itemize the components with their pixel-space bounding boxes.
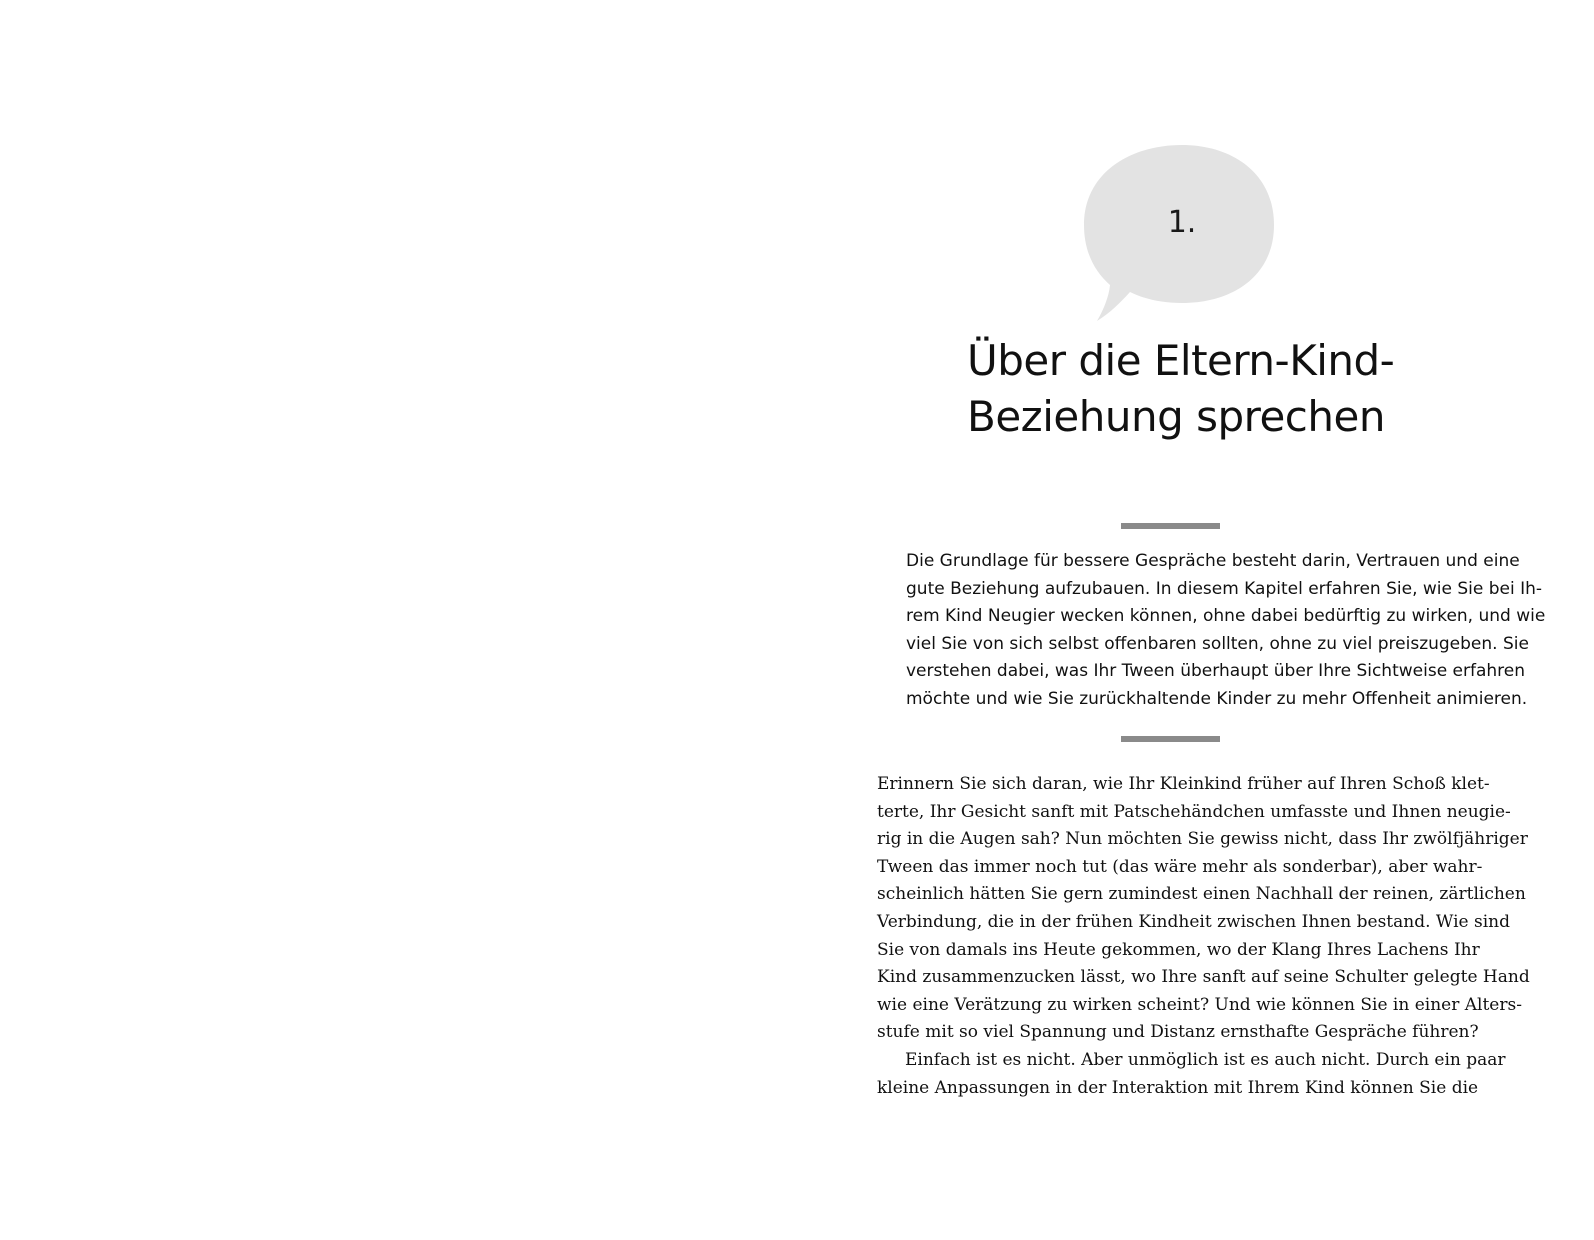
body-line: terte, Ihr Gesicht sanft mit Patschehändchen umfasste und Ihnen neugie- xyxy=(877,801,1511,822)
body-line: stufe mit so viel Spannung und Distanz ernsthafte Gespräche führen? xyxy=(877,1022,1479,1043)
body-line: Einfach ist es nicht. Aber unmöglich ist es auch nicht. Durch ein paar xyxy=(905,1049,1506,1070)
intro-line: gute Beziehung aufzubauen. In diesem Kapitel erfahren Sie, wie Sie bei Ih- xyxy=(906,578,1543,599)
intro-line: Die Grundlage für bessere Gespräche besteht darin, Vertrauen und eine xyxy=(906,551,1520,571)
right-page xyxy=(797,0,1594,1240)
body-line: Tween das immer noch tut (das wäre mehr als sonderbar), aber wahr- xyxy=(877,856,1483,877)
body-line: scheinlich hätten Sie gern zumindest einen Nachhall der reinen, zärtlichen xyxy=(877,884,1526,905)
paragraph xyxy=(877,1047,1506,1102)
body-line: kleine Anpassungen in der Interaktion mit Ihrem Kind können Sie die xyxy=(877,1077,1479,1098)
body-line: Erinnern Sie sich daran, wie Ihr Kleinkind früher auf Ihren Schoß klet- xyxy=(877,774,1490,794)
body-line: rig in die Augen sah? Nun möchten Sie gewiss nicht, dass Ihr zwölfjähriger xyxy=(877,829,1528,850)
body-line: wie eine Verätzung zu wirken scheint? Und wie können Sie in einer Alters- xyxy=(877,994,1522,1015)
body-line: Kind zusammenzucken lässt, wo Ihre sanft auf seine Schulter gelegte Hand xyxy=(877,967,1530,988)
chapter-intro xyxy=(906,548,1546,714)
chapter-title xyxy=(967,333,1395,445)
chapter-title-line: Beziehung sprechen xyxy=(967,392,1385,441)
intro-line: verstehen dabei, was Ihr Tween überhaupt über Ihre Sichtweise erfahren xyxy=(906,661,1526,682)
divider-top xyxy=(1121,523,1220,529)
chapter-title-line: Über die Eltern-Kind- xyxy=(967,336,1395,385)
intro-line: rem Kind Neugier wecken können, ohne dabei bedürftig zu wirken, und wie xyxy=(906,606,1546,627)
body-text xyxy=(877,771,1530,1102)
body-line: Sie von damals ins Heute gekommen, wo der Klang Ihres Lachens Ihr xyxy=(877,939,1480,960)
intro-line: viel Sie von sich selbst offenbaren sollten, ohne zu viel preiszugeben. Sie xyxy=(906,633,1529,654)
paragraph xyxy=(877,771,1530,1047)
chapter-number: 1. xyxy=(1167,205,1197,240)
intro-line: möchte und wie Sie zurückhaltende Kinder zu mehr Offenheit animieren. xyxy=(906,688,1528,709)
body-line: Verbindung, die in der frühen Kindheit zwischen Ihnen bestand. Wie sind xyxy=(877,911,1510,932)
divider-bottom xyxy=(1121,736,1220,742)
